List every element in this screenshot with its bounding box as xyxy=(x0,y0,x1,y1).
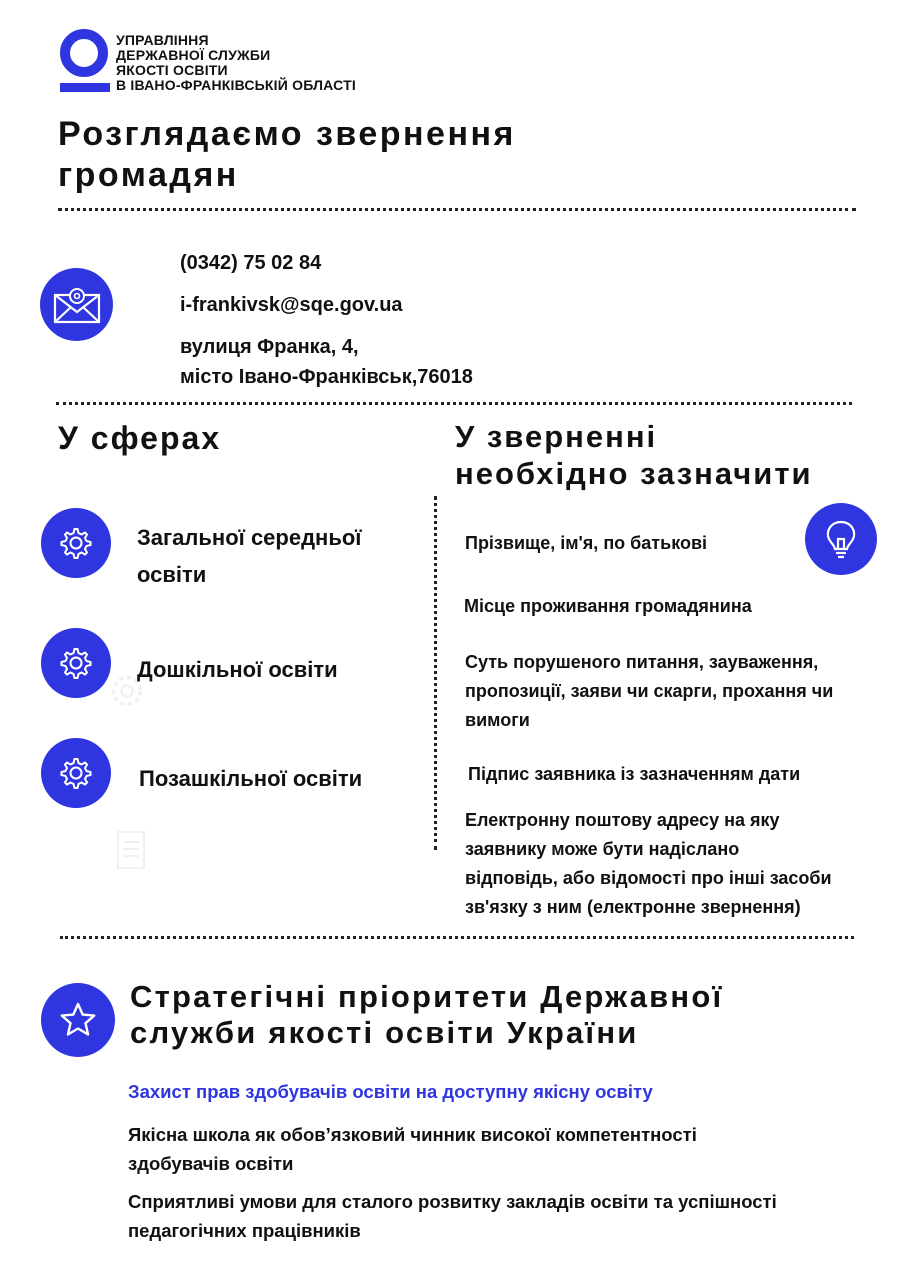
priority-line: Сприятливі умови для сталого розвитку закладів освіти та успішності xyxy=(128,1191,777,1212)
contact-phone[interactable]: (0342) 75 02 84 xyxy=(180,252,322,274)
priority-line: педагогічних працівників xyxy=(128,1220,361,1241)
sphere-icon-circle xyxy=(41,628,111,698)
priority-item xyxy=(128,1187,777,1245)
logo-text xyxy=(116,33,356,93)
requirement-line: відповідь, або відомості про інші засоби xyxy=(465,868,832,888)
requirements-title xyxy=(455,418,813,492)
priority-item xyxy=(128,1077,653,1106)
requirement-line: Суть порушеного питання, зауваження, xyxy=(465,652,819,672)
priorities-icon-circle xyxy=(41,983,115,1057)
priorities-title-line: Стратегічні пріоритети Державної xyxy=(130,979,724,1014)
contact-address xyxy=(180,332,473,392)
logo-mark-icon xyxy=(58,28,110,96)
priorities-title-line: служби якості освіти України xyxy=(130,1015,639,1050)
gear-icon xyxy=(59,756,93,790)
contacts-icon-circle xyxy=(40,268,113,341)
priority-line: Якісна школа як обов’язковий чинник високої компетентності xyxy=(128,1124,697,1145)
faint-gear-icon xyxy=(108,672,146,715)
logo-line: ДЕРЖАВНОЇ СЛУЖБИ xyxy=(116,47,271,63)
logo xyxy=(58,28,110,96)
contact-address-line: вулиця Франка, 4, xyxy=(180,336,359,358)
divider xyxy=(58,208,856,211)
gear-icon xyxy=(59,526,93,560)
requirements-title-line: У зверненні xyxy=(455,419,658,454)
requirement-item xyxy=(468,760,800,789)
sphere-label: Дошкільної освіти xyxy=(137,657,338,682)
priority-item xyxy=(128,1120,697,1178)
priority-line: Захист прав здобувачів освіти на доступну якісну освіту xyxy=(128,1081,653,1102)
page-title-line: громадян xyxy=(58,156,239,194)
spheres-title: У сферах xyxy=(58,420,222,456)
requirement-item xyxy=(464,592,752,621)
requirement-line: заявнику може бути надіслано xyxy=(465,839,740,859)
lightbulb-icon xyxy=(824,519,858,559)
requirement-line: Електронну поштову адресу на яку xyxy=(465,810,780,830)
contact-address-line: місто Івано-Франківськ,76018 xyxy=(180,366,473,388)
sphere-label-line: Загальної середньої xyxy=(137,525,362,550)
sphere-icon-circle xyxy=(41,738,111,808)
requirement-item xyxy=(465,806,832,922)
gear-icon xyxy=(59,646,93,680)
sphere-icon-circle xyxy=(41,508,111,578)
logo-line: УПРАВЛІННЯ xyxy=(116,32,209,48)
page-title-line: Розглядаємо звернення xyxy=(58,115,516,153)
requirement-line: вимоги xyxy=(465,710,530,730)
requirement-line: пропозиції, заяви чи скарги, прохання чи xyxy=(465,681,834,701)
requirement-line: Підпис заявника із зазначенням дати xyxy=(468,764,801,784)
logo-line: ЯКОСТІ ОСВІТИ xyxy=(116,62,228,78)
requirement-line: Прізвище, ім'я, по батькові xyxy=(465,533,708,553)
divider xyxy=(56,402,852,405)
logo-line: В ІВАНО-ФРАНКІВСЬКІЙ ОБЛАСТІ xyxy=(116,77,356,93)
page-title xyxy=(58,114,516,196)
requirements-title-line: необхідно зазначити xyxy=(455,456,813,491)
requirement-item xyxy=(465,529,707,558)
requirement-item xyxy=(465,648,833,735)
email-icon xyxy=(52,285,102,325)
priorities-title xyxy=(130,979,723,1051)
star-icon xyxy=(58,1000,98,1040)
sphere-label xyxy=(137,519,362,593)
sphere-label-line: освіти xyxy=(137,562,207,587)
column-divider xyxy=(434,496,437,850)
divider xyxy=(60,936,854,939)
requirement-line: Місце проживання громадянина xyxy=(464,596,752,616)
contact-email[interactable]: i-frankivsk@sqe.gov.ua xyxy=(180,294,403,316)
requirements-icon-circle xyxy=(805,503,877,575)
priority-line: здобувачів освіти xyxy=(128,1153,294,1174)
faint-document-icon xyxy=(114,828,150,877)
sphere-label: Позашкільної освіти xyxy=(139,766,363,791)
requirement-line: зв'язку з ним (електронне звернення) xyxy=(465,897,801,917)
